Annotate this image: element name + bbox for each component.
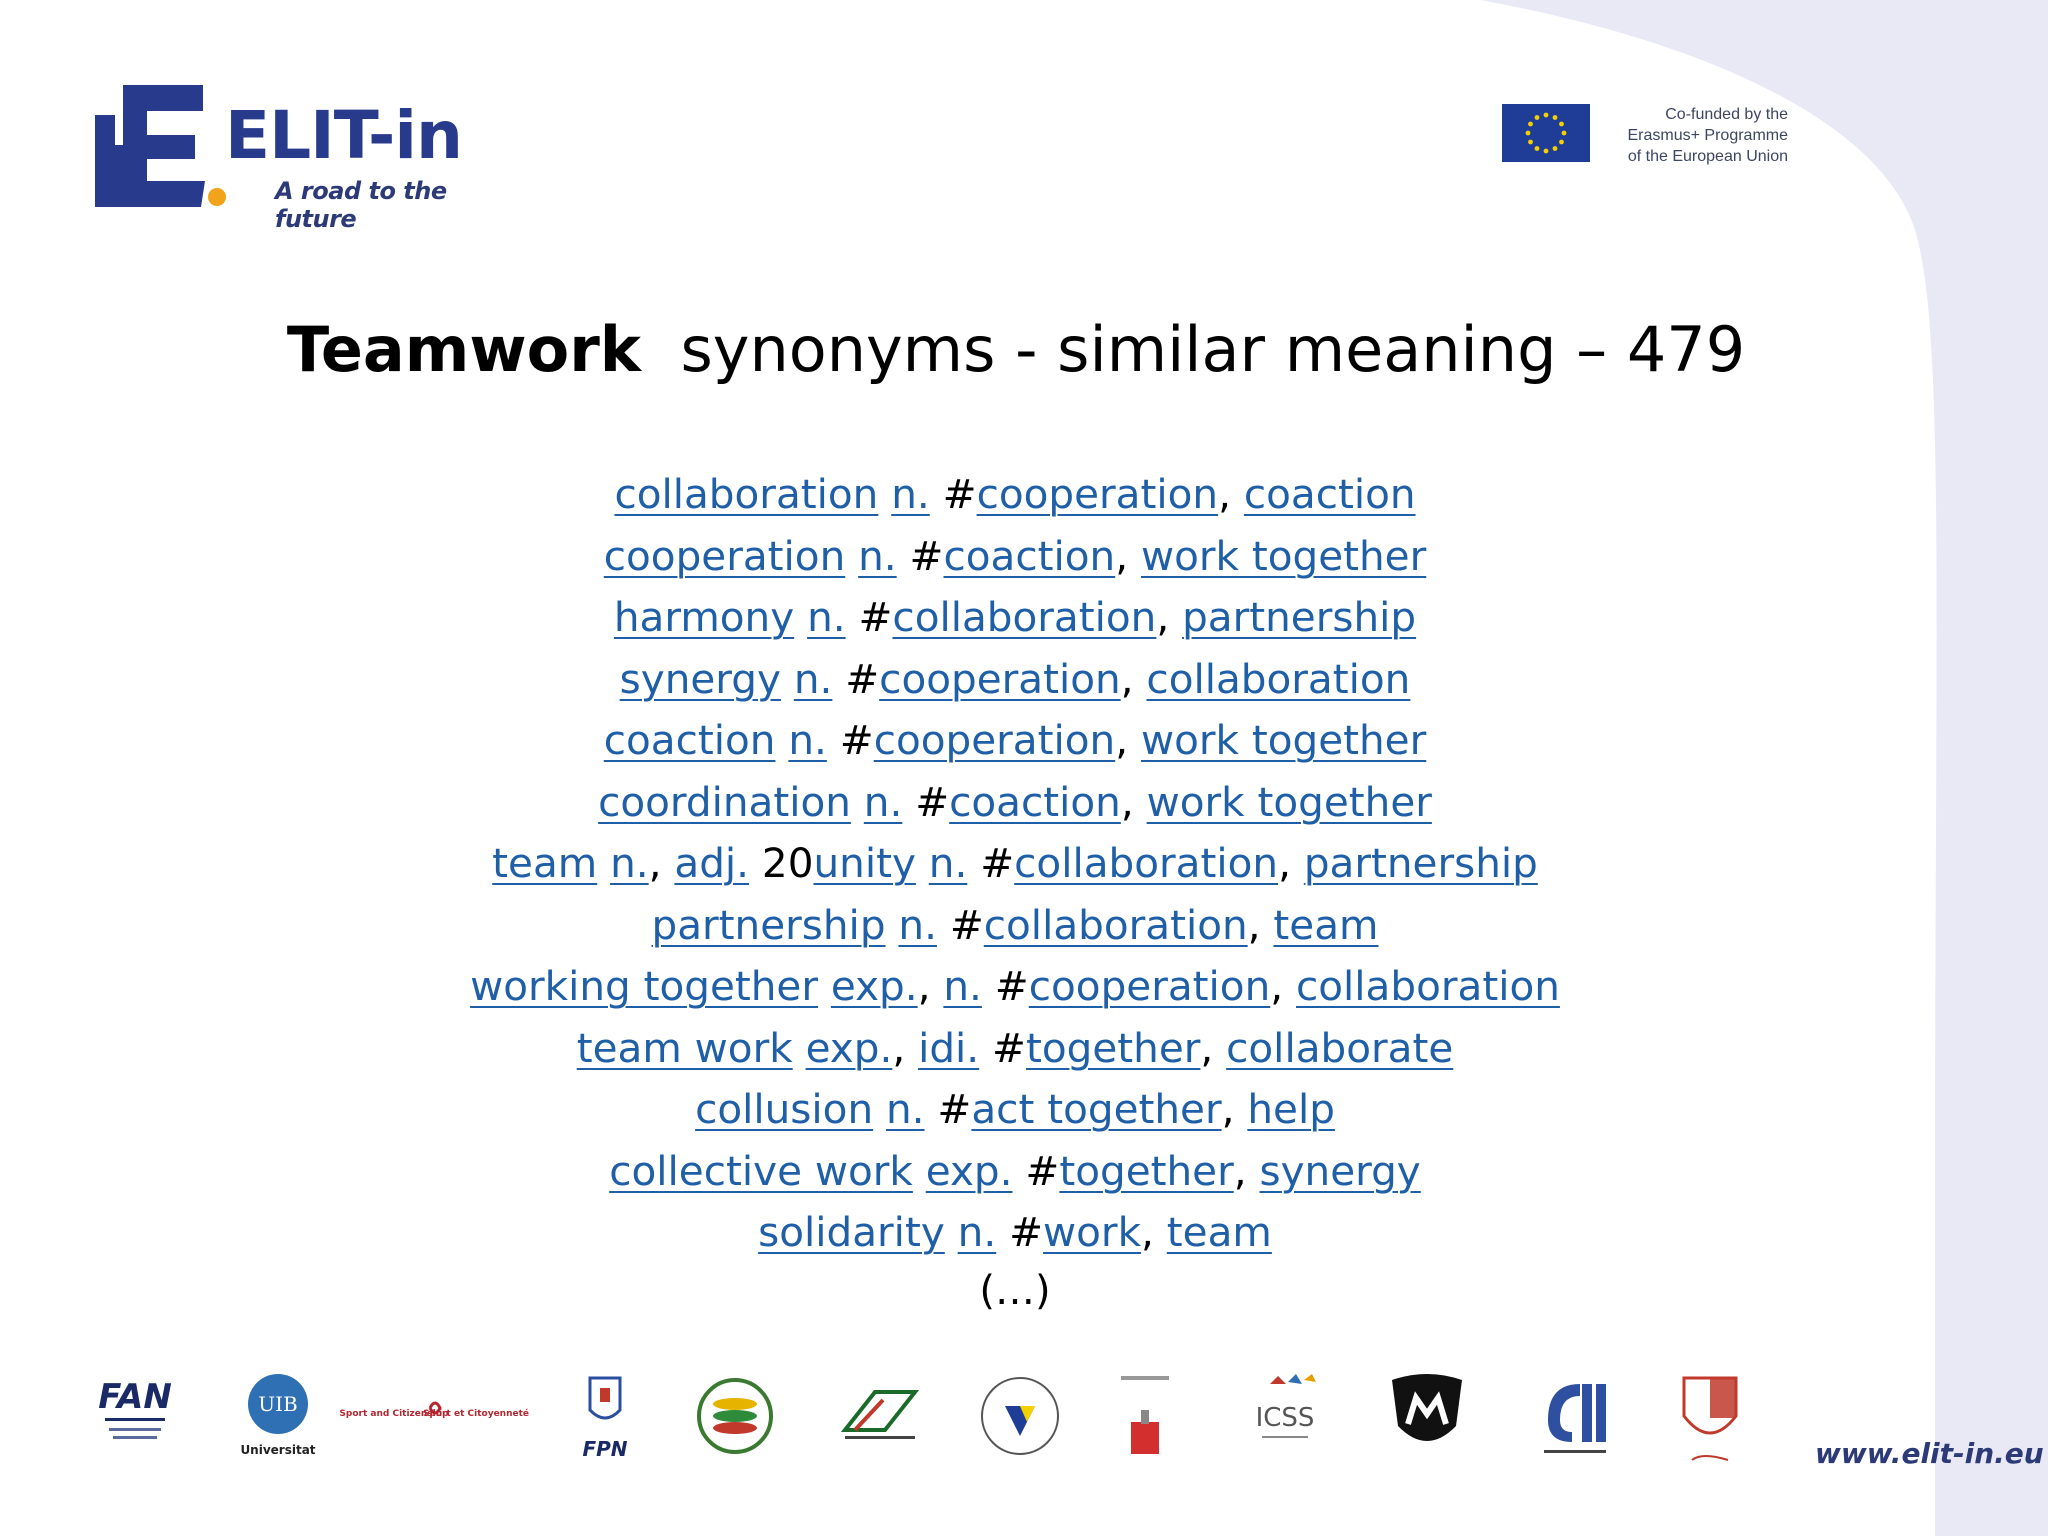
- synonym-link[interactable]: n.: [610, 839, 649, 887]
- sevilla-fc-logo: [1670, 1370, 1750, 1470]
- synonym-separator: #: [981, 962, 1029, 1010]
- synonym-separator: [845, 532, 858, 580]
- synonym-separator: #: [929, 470, 977, 518]
- synonym-separator: ,: [1233, 1146, 1260, 1195]
- synonym-separator: [775, 716, 788, 764]
- synonym-link[interactable]: n.: [898, 900, 937, 949]
- synonym-line: [0, 1202, 2030, 1264]
- synonym-separator: #: [896, 531, 944, 580]
- synonym-link[interactable]: synergy: [1259, 1146, 1421, 1195]
- synonym-line: [0, 587, 2030, 649]
- eu-line: of the European Union: [1627, 148, 1788, 165]
- synonym-link[interactable]: exp.: [925, 1146, 1013, 1195]
- synonym-line: [0, 833, 2030, 895]
- fan-logo: [95, 1370, 175, 1470]
- synonym-link[interactable]: coaction: [943, 531, 1116, 580]
- synonym-line: [0, 956, 2030, 1018]
- synonym-link[interactable]: together: [1059, 1146, 1234, 1195]
- synonym-link[interactable]: cooperation: [1028, 962, 1271, 1010]
- synonym-link[interactable]: coaction: [1243, 470, 1416, 518]
- synonym-separator: ,: [917, 962, 944, 1010]
- synonym-separator: ,: [1115, 716, 1141, 764]
- elit-logo-icon: [95, 85, 230, 220]
- synonym-link[interactable]: n.: [957, 1208, 997, 1256]
- synonym-separator: [597, 839, 610, 887]
- synonym-separator: #: [826, 716, 874, 764]
- synonym-link[interactable]: work together: [1146, 777, 1432, 826]
- synonym-link[interactable]: partnership: [1182, 593, 1417, 641]
- synonym-separator: [945, 1208, 958, 1256]
- synonym-link[interactable]: partnership: [1303, 839, 1538, 887]
- icss-logo: [1240, 1370, 1330, 1470]
- shield-m-logo: [1382, 1370, 1472, 1470]
- synonym-link[interactable]: coaction: [949, 777, 1121, 826]
- csi-logo: [1530, 1370, 1620, 1470]
- synonym-link[interactable]: n.: [793, 654, 833, 703]
- synonym-link[interactable]: n.: [788, 716, 827, 764]
- synonym-link[interactable]: collusion: [695, 1085, 874, 1133]
- title-rest: synonyms - similar meaning – 479: [680, 313, 1746, 386]
- synonym-link[interactable]: partnership: [651, 900, 886, 949]
- synonym-line: [0, 649, 2030, 711]
- synonym-link[interactable]: collaboration: [892, 593, 1157, 641]
- synonym-separator: #: [996, 1208, 1044, 1256]
- synonym-separator: #: [936, 900, 984, 949]
- synonym-link[interactable]: idi.: [918, 1023, 980, 1072]
- synonym-separator: [873, 1085, 886, 1133]
- synonym-link[interactable]: cooperation: [976, 470, 1219, 518]
- synonym-separator: ,: [1200, 1023, 1227, 1072]
- synonym-separator: ,: [648, 839, 675, 887]
- uib-logo: [238, 1370, 318, 1470]
- partner-logos: [90, 1370, 1750, 1470]
- synonym-separator: #: [902, 777, 950, 826]
- synonym-link[interactable]: exp.: [830, 962, 918, 1010]
- eu-line: Erasmus+ Programme: [1627, 127, 1788, 144]
- website-url[interactable]: www.elit-in.eu: [1815, 1437, 2044, 1470]
- olympic-committee-logo: [975, 1370, 1065, 1470]
- sport-logo-text-b: Sport et Citoyenneté: [423, 1409, 529, 1419]
- synonym-link[interactable]: collaboration: [614, 470, 879, 518]
- synonym-line: [0, 710, 2030, 772]
- synonym-separator: [886, 901, 899, 949]
- synonym-separator: 20: [749, 839, 814, 887]
- federation-logo: [835, 1370, 925, 1470]
- slide-title: [0, 308, 2032, 392]
- synonym-link[interactable]: coaction: [603, 716, 776, 764]
- synonym-link[interactable]: together: [1025, 1023, 1201, 1072]
- synonym-link[interactable]: unity: [813, 839, 916, 887]
- university-logo: [1105, 1370, 1185, 1470]
- fan-logo-text: FAN: [98, 1377, 172, 1417]
- more-ellipsis: (…): [979, 1268, 1051, 1314]
- synonym-separator: [793, 1024, 806, 1072]
- logo-subtitle: A road to the future: [275, 177, 447, 233]
- synonym-link[interactable]: act together: [971, 1085, 1222, 1133]
- elit-in-logo: [95, 85, 515, 233]
- synonym-link[interactable]: collaboration: [983, 900, 1248, 949]
- sport-citizenship-logo: [339, 1370, 529, 1470]
- synonym-link[interactable]: n.: [886, 1085, 925, 1133]
- synonym-line: [0, 1018, 2030, 1080]
- synonym-separator: [818, 962, 831, 1010]
- synonym-separator: ,: [1120, 654, 1147, 703]
- logo-title: ELIT-in: [225, 97, 463, 174]
- synonym-line: [0, 895, 2030, 957]
- synonym-link[interactable]: n.: [858, 531, 897, 580]
- synonym-separator: [794, 593, 807, 641]
- synonym-separator: [878, 470, 891, 518]
- uib-name-text: Universitat: [240, 1443, 316, 1457]
- synonym-link[interactable]: cooperation: [603, 531, 846, 580]
- synonym-line: [0, 1141, 2030, 1203]
- eu-cofunded-text: [1598, 104, 1788, 167]
- synonym-separator: ,: [1221, 1085, 1248, 1133]
- title-bold: Teamwork: [286, 313, 642, 386]
- synonym-separator: #: [924, 1085, 972, 1133]
- synonym-link[interactable]: n.: [891, 470, 930, 518]
- synonym-link[interactable]: help: [1247, 1085, 1335, 1133]
- synonym-separator: #: [979, 1023, 1026, 1072]
- synonym-separator: ,: [1120, 777, 1147, 826]
- synonym-link[interactable]: cooperation: [873, 716, 1116, 764]
- synonym-link[interactable]: collective work: [609, 1146, 913, 1195]
- fundacao-desporto-logo: [690, 1370, 780, 1470]
- synonym-link[interactable]: n.: [863, 777, 903, 826]
- synonym-link[interactable]: team work: [576, 1023, 793, 1072]
- fpn-logo: [570, 1370, 640, 1470]
- synonym-separator: #: [1012, 1146, 1060, 1195]
- fpn-logo-text: FPN: [582, 1437, 628, 1461]
- icss-logo-text: ICSS: [1255, 1403, 1315, 1433]
- synonym-separator: ,: [892, 1023, 919, 1072]
- synonym-separator: ,: [1156, 593, 1183, 641]
- uib-logo-text: UIB: [258, 1392, 298, 1416]
- synonym-link[interactable]: n.: [807, 593, 846, 641]
- synonym-separator: [781, 655, 794, 703]
- synonym-link[interactable]: team: [492, 839, 598, 887]
- synonym-link[interactable]: solidarity: [758, 1208, 945, 1256]
- synonym-link[interactable]: collaboration: [1146, 654, 1411, 703]
- synonym-line: [0, 526, 2030, 588]
- synonym-line: [0, 772, 2030, 834]
- synonym-separator: ,: [1218, 470, 1244, 518]
- eu-flag-icon: [1502, 104, 1590, 162]
- synonym-separator: ,: [1141, 1208, 1167, 1256]
- synonym-separator: ,: [1278, 839, 1304, 887]
- synonym-link[interactable]: team: [1273, 900, 1379, 949]
- synonym-separator: #: [845, 593, 893, 641]
- synonym-link[interactable]: cooperation: [879, 654, 1121, 703]
- synonym-line: [0, 464, 2030, 526]
- synonym-link[interactable]: exp.: [805, 1023, 893, 1072]
- synonym-link[interactable]: work together: [1140, 531, 1427, 580]
- eu-line: Co-funded by the: [1665, 106, 1788, 123]
- synonym-separator: ,: [1115, 531, 1141, 580]
- synonym-separator: #: [967, 839, 1015, 887]
- synonym-separator: [913, 1147, 926, 1195]
- synonym-link[interactable]: synergy: [619, 654, 781, 703]
- sport-logo-text-a: Sport and Citizenship: [339, 1409, 449, 1419]
- synonym-link[interactable]: team: [1166, 1208, 1272, 1256]
- synonym-separator: ,: [1270, 962, 1296, 1010]
- synonym-separator: ,: [1247, 900, 1274, 949]
- synonym-link[interactable]: coordination: [598, 777, 851, 826]
- synonym-link[interactable]: collaboration: [1296, 962, 1560, 1010]
- synonym-separator: #: [832, 654, 880, 703]
- synonym-link[interactable]: adj.: [674, 839, 750, 887]
- synonym-link[interactable]: working together: [470, 962, 818, 1010]
- synonym-link[interactable]: n.: [943, 962, 982, 1010]
- synonym-link[interactable]: work together: [1140, 716, 1427, 764]
- synonym-link[interactable]: collaboration: [1014, 839, 1279, 887]
- synonym-link[interactable]: harmony: [613, 593, 795, 641]
- synonym-line: [0, 1079, 2030, 1141]
- eu-cofunded-badge: [1502, 104, 1787, 166]
- synonym-separator: [916, 839, 929, 887]
- synonym-separator: [851, 778, 864, 826]
- synonym-list: [0, 464, 2030, 1264]
- synonym-link[interactable]: collaborate: [1226, 1023, 1454, 1072]
- synonym-link[interactable]: n.: [928, 839, 968, 887]
- synonym-link[interactable]: work: [1043, 1208, 1142, 1256]
